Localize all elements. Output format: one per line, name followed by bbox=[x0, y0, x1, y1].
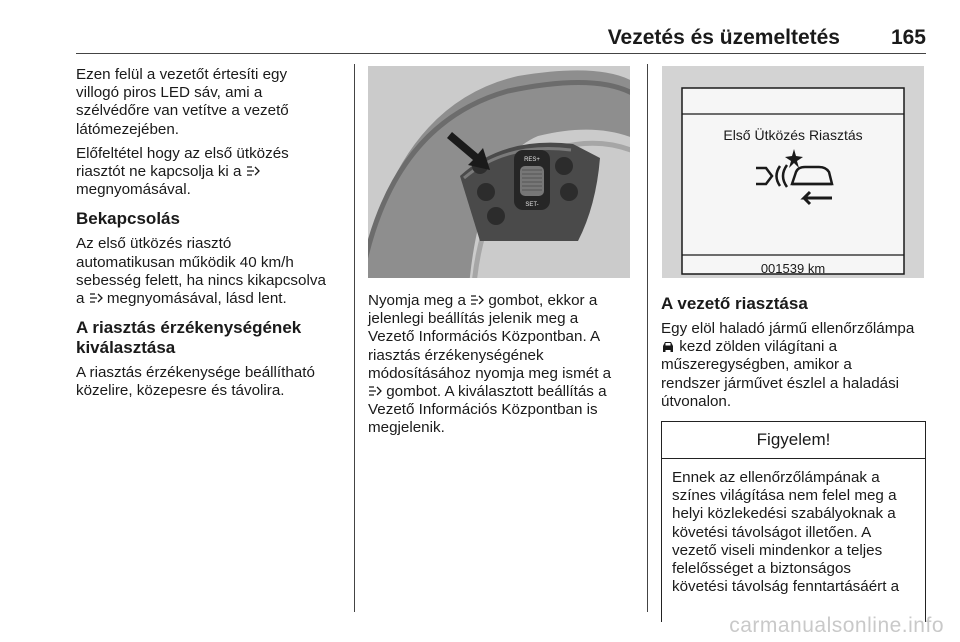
text-fragment: Nyomja meg a bbox=[368, 292, 471, 309]
paragraph-activation bbox=[76, 235, 346, 308]
text-fragment: Egy elöl haladó jármű ellenőrzőlámpa bbox=[661, 320, 915, 337]
page-header bbox=[76, 26, 926, 52]
vehicle-ahead-icon bbox=[661, 340, 675, 352]
header-title: Vezetés és üzemeltetés bbox=[607, 26, 840, 49]
text-fragment: Előfeltétel hogy az első ütközés riasztót ne kapcsolja ki a bbox=[76, 144, 289, 181]
sensitivity-button-icon bbox=[470, 294, 484, 306]
column-3 bbox=[661, 294, 929, 417]
warning-body: Ennek az ellenőrzőlámpának a színes világítása nem felel meg a helyi közlekedési szabályoknak a követési távolságot illetően. A vezető viseli mindenkor a teljes felelősséget a biztonságos követési távolság fenntartásáért a bbox=[672, 469, 900, 596]
text-fragment: megnyomásával. bbox=[76, 181, 191, 199]
text-fragment: Az első ütközés riasztó automatikusan működik 40 km/h sebesség felett, ha nincs kikapcsolva a bbox=[76, 235, 326, 308]
paragraph-press-button bbox=[368, 292, 636, 438]
page-number: 165 bbox=[890, 26, 926, 49]
paragraph-precondition bbox=[76, 145, 346, 200]
sensitivity-button-icon bbox=[368, 385, 382, 397]
heading-sensitivity: A riasztás érzékenységének kiválasztása bbox=[76, 318, 302, 358]
watermark: carmanualsonline.info bbox=[729, 614, 944, 637]
column-divider-2 bbox=[647, 64, 648, 612]
paragraph-indicator bbox=[661, 320, 929, 411]
warning-box bbox=[661, 421, 926, 622]
sensitivity-button-icon bbox=[89, 292, 103, 304]
text-fragment: gombot, ekkor a jelenlegi beállítás jelenik meg a Vezető Információs Központban. A riasztás érzékenységének módosításához nyomja meg ismét a bbox=[368, 292, 612, 382]
heading-activation: Bekapcsolás bbox=[76, 209, 180, 229]
display-title: Első Ütközés Riasztás bbox=[723, 127, 863, 143]
heading-driver-alert: A vezető riasztása bbox=[661, 294, 808, 313]
odometer-reading: 001539 km bbox=[760, 261, 826, 276]
res-label: RES+ bbox=[524, 157, 540, 163]
set-label: SET- bbox=[525, 202, 539, 208]
driver-info-display-illustration bbox=[662, 66, 924, 278]
column-2 bbox=[368, 292, 636, 444]
sensitivity-button-icon bbox=[246, 165, 260, 177]
paragraph-led: Ezen felül a vezetőt értesíti egy villogó piros LED sáv, ami a szélvédőre van vetítve a vezető látómezejében. bbox=[76, 66, 289, 138]
header-rule bbox=[76, 53, 926, 54]
text-fragment: megnyomásával, lásd lent. bbox=[102, 290, 287, 308]
text-fragment: kezd zölden világítani a műszeregységben, amikor a rendszer járművet észlel a haladási útvonalon. bbox=[661, 338, 900, 410]
column-1 bbox=[76, 66, 346, 407]
text-fragment: gombot. A kiválasztott beállítás a Vezető Információs Központban is megjelenik. bbox=[368, 383, 607, 437]
steering-wheel-illustration bbox=[368, 66, 630, 278]
warning-title: Figyelem! bbox=[662, 422, 925, 459]
paragraph-sensitivity: A riasztás érzékenysége beállítható közelire, közepesre és távolira. bbox=[76, 364, 315, 400]
column-divider-1 bbox=[354, 64, 355, 612]
